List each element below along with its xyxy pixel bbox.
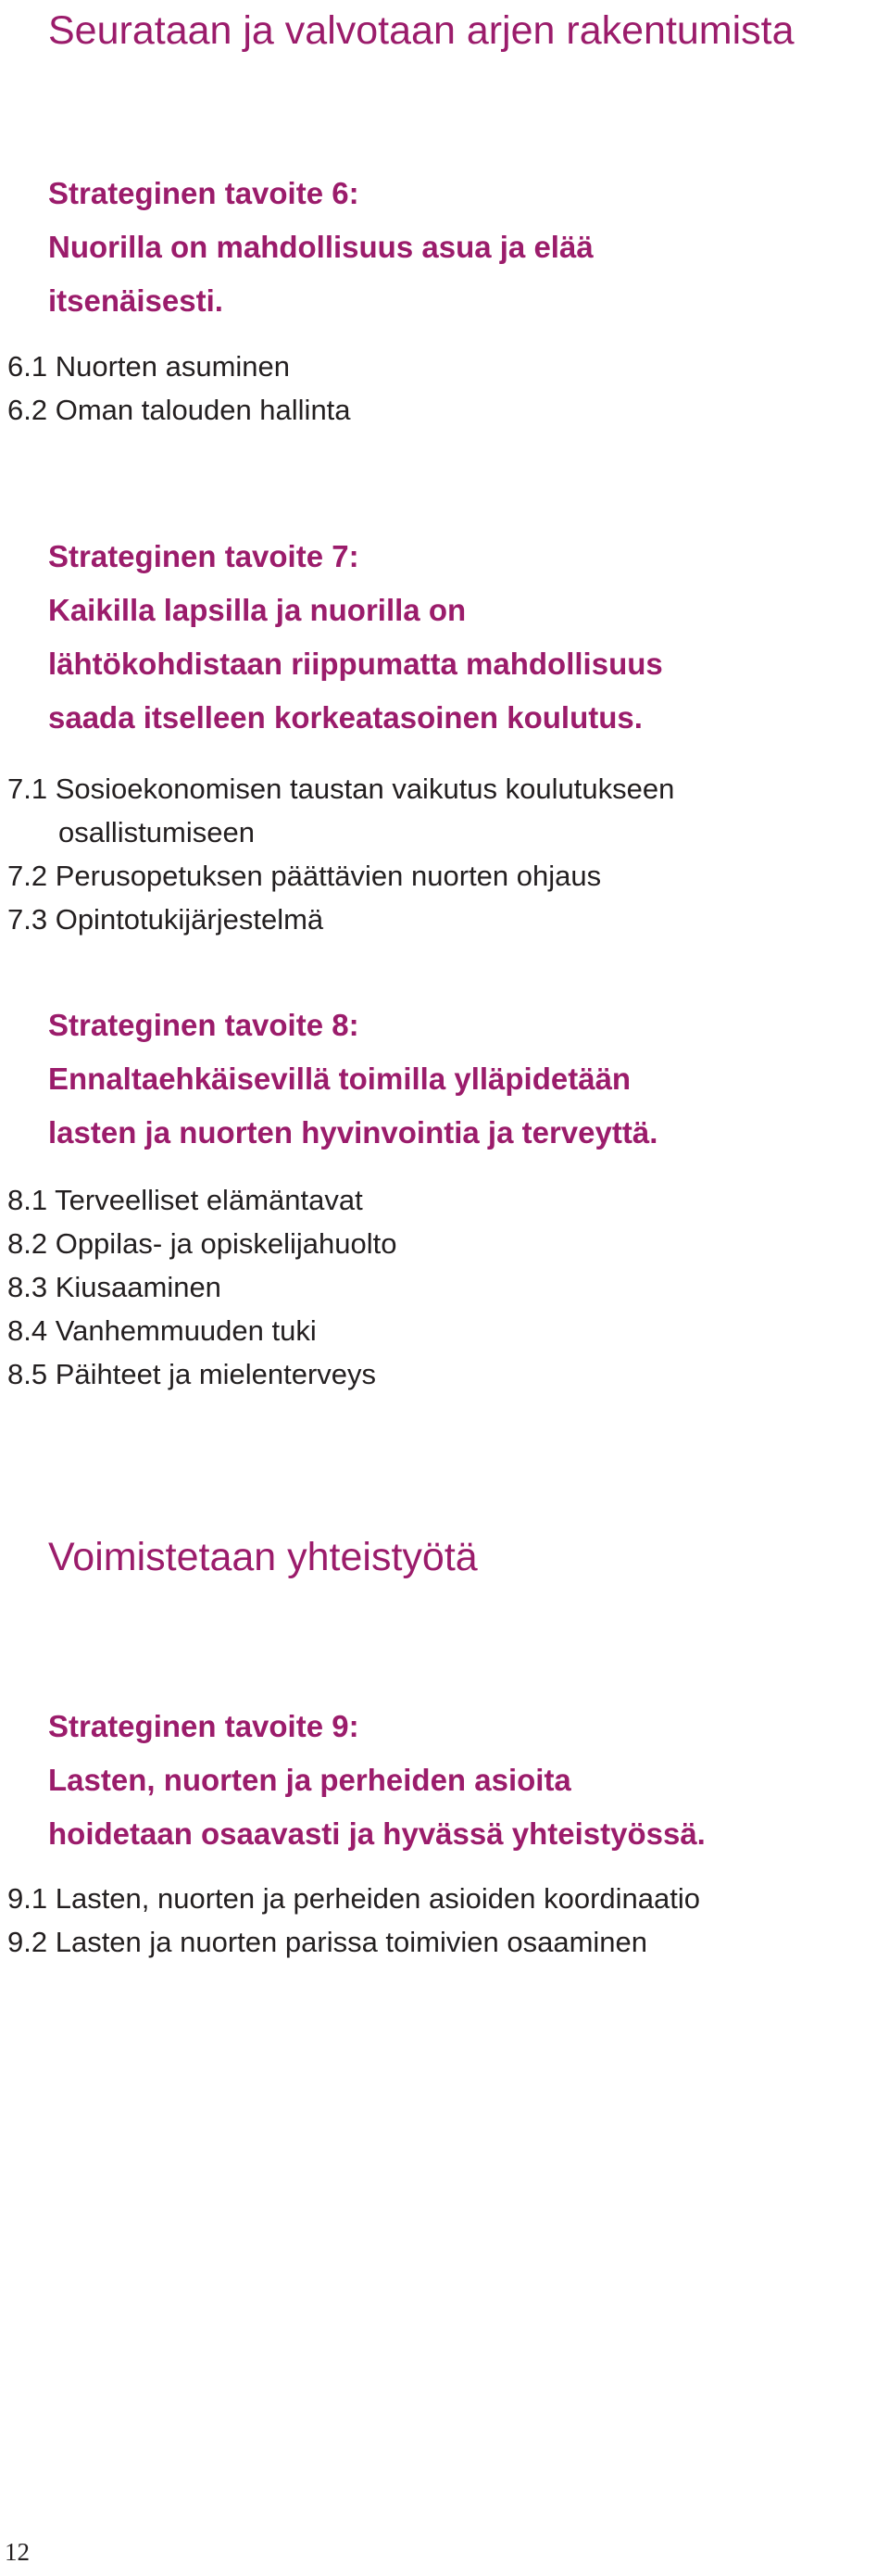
- goal-heading-6: [48, 167, 882, 328]
- goal-heading-line: itsenäisesti.: [48, 283, 223, 318]
- goal-heading-line: Strateginen tavoite 9:: [48, 1709, 359, 1743]
- list-item: 6.1 Nuorten asuminen: [7, 350, 291, 383]
- list-item: 6.2 Oman talouden hallinta: [7, 394, 351, 426]
- goal-heading-line: Strateginen tavoite 7:: [48, 539, 359, 573]
- list-item: 8.1 Terveelliset elämäntavat: [7, 1184, 363, 1216]
- list-item: 7.3 Opintotukijärjestelmä: [7, 903, 324, 936]
- goal-heading-8: [48, 999, 882, 1160]
- list-item: 8.2 Oppilas- ja opiskelijahuolto: [7, 1227, 397, 1260]
- goal-8-item-list: [7, 1178, 396, 1396]
- goal-heading-line: lasten ja nuorten hyvinvointia ja terveyttä.: [48, 1115, 658, 1150]
- goal-heading-line: Strateginen tavoite 8:: [48, 1008, 359, 1042]
- goal-heading-line: Ennaltaehkäisevillä toimilla ylläpidetään: [48, 1062, 632, 1096]
- goal-7-item-list: [7, 767, 674, 941]
- goal-9-item-list: [7, 1877, 700, 1964]
- list-item-line: osallistumiseen: [58, 816, 255, 848]
- goal-heading-line: Kaikilla lapsilla ja nuorilla on: [48, 593, 467, 627]
- goal-heading-line: saada itselleen korkeatasoinen koulutus.: [48, 700, 643, 735]
- list-item: 9.2 Lasten ja nuorten parissa toimivien osaaminen: [7, 1926, 648, 1958]
- list-item: 7.2 Perusopetuksen päättävien nuorten ohjaus: [7, 860, 602, 892]
- page-number: 12: [5, 2538, 30, 2566]
- list-item: 8.3 Kiusaaminen: [7, 1271, 221, 1303]
- goal-heading-line: lähtökohdistaan riippumatta mahdollisuus: [48, 647, 663, 681]
- goal-heading-line: hoidetaan osaavasti ja hyvässä yhteistyössä.: [48, 1816, 706, 1851]
- goal-heading-7: [48, 530, 882, 745]
- goal-heading-line: Strateginen tavoite 6:: [48, 176, 359, 210]
- goal-heading-line: Lasten, nuorten ja perheiden asioita: [48, 1763, 571, 1797]
- goal-heading-9: [48, 1700, 882, 1861]
- section-title-2: Voimistetaan yhteistyötä: [48, 1535, 478, 1579]
- section-title-1: Seurataan ja valvotaan arjen rakentumista: [48, 8, 795, 53]
- goal-heading-line: Nuorilla on mahdollisuus asua ja elää: [48, 230, 594, 264]
- list-item: 9.1 Lasten, nuorten ja perheiden asioiden koordinaatio: [7, 1882, 700, 1915]
- list-item: 8.4 Vanhemmuuden tuki: [7, 1314, 317, 1347]
- goal-6-item-list: [7, 345, 351, 432]
- list-item: [7, 767, 674, 854]
- list-item-line: 7.1 Sosioekonomisen taustan vaikutus koulutukseen: [7, 773, 675, 805]
- list-item: 8.5 Päihteet ja mielenterveys: [7, 1358, 377, 1390]
